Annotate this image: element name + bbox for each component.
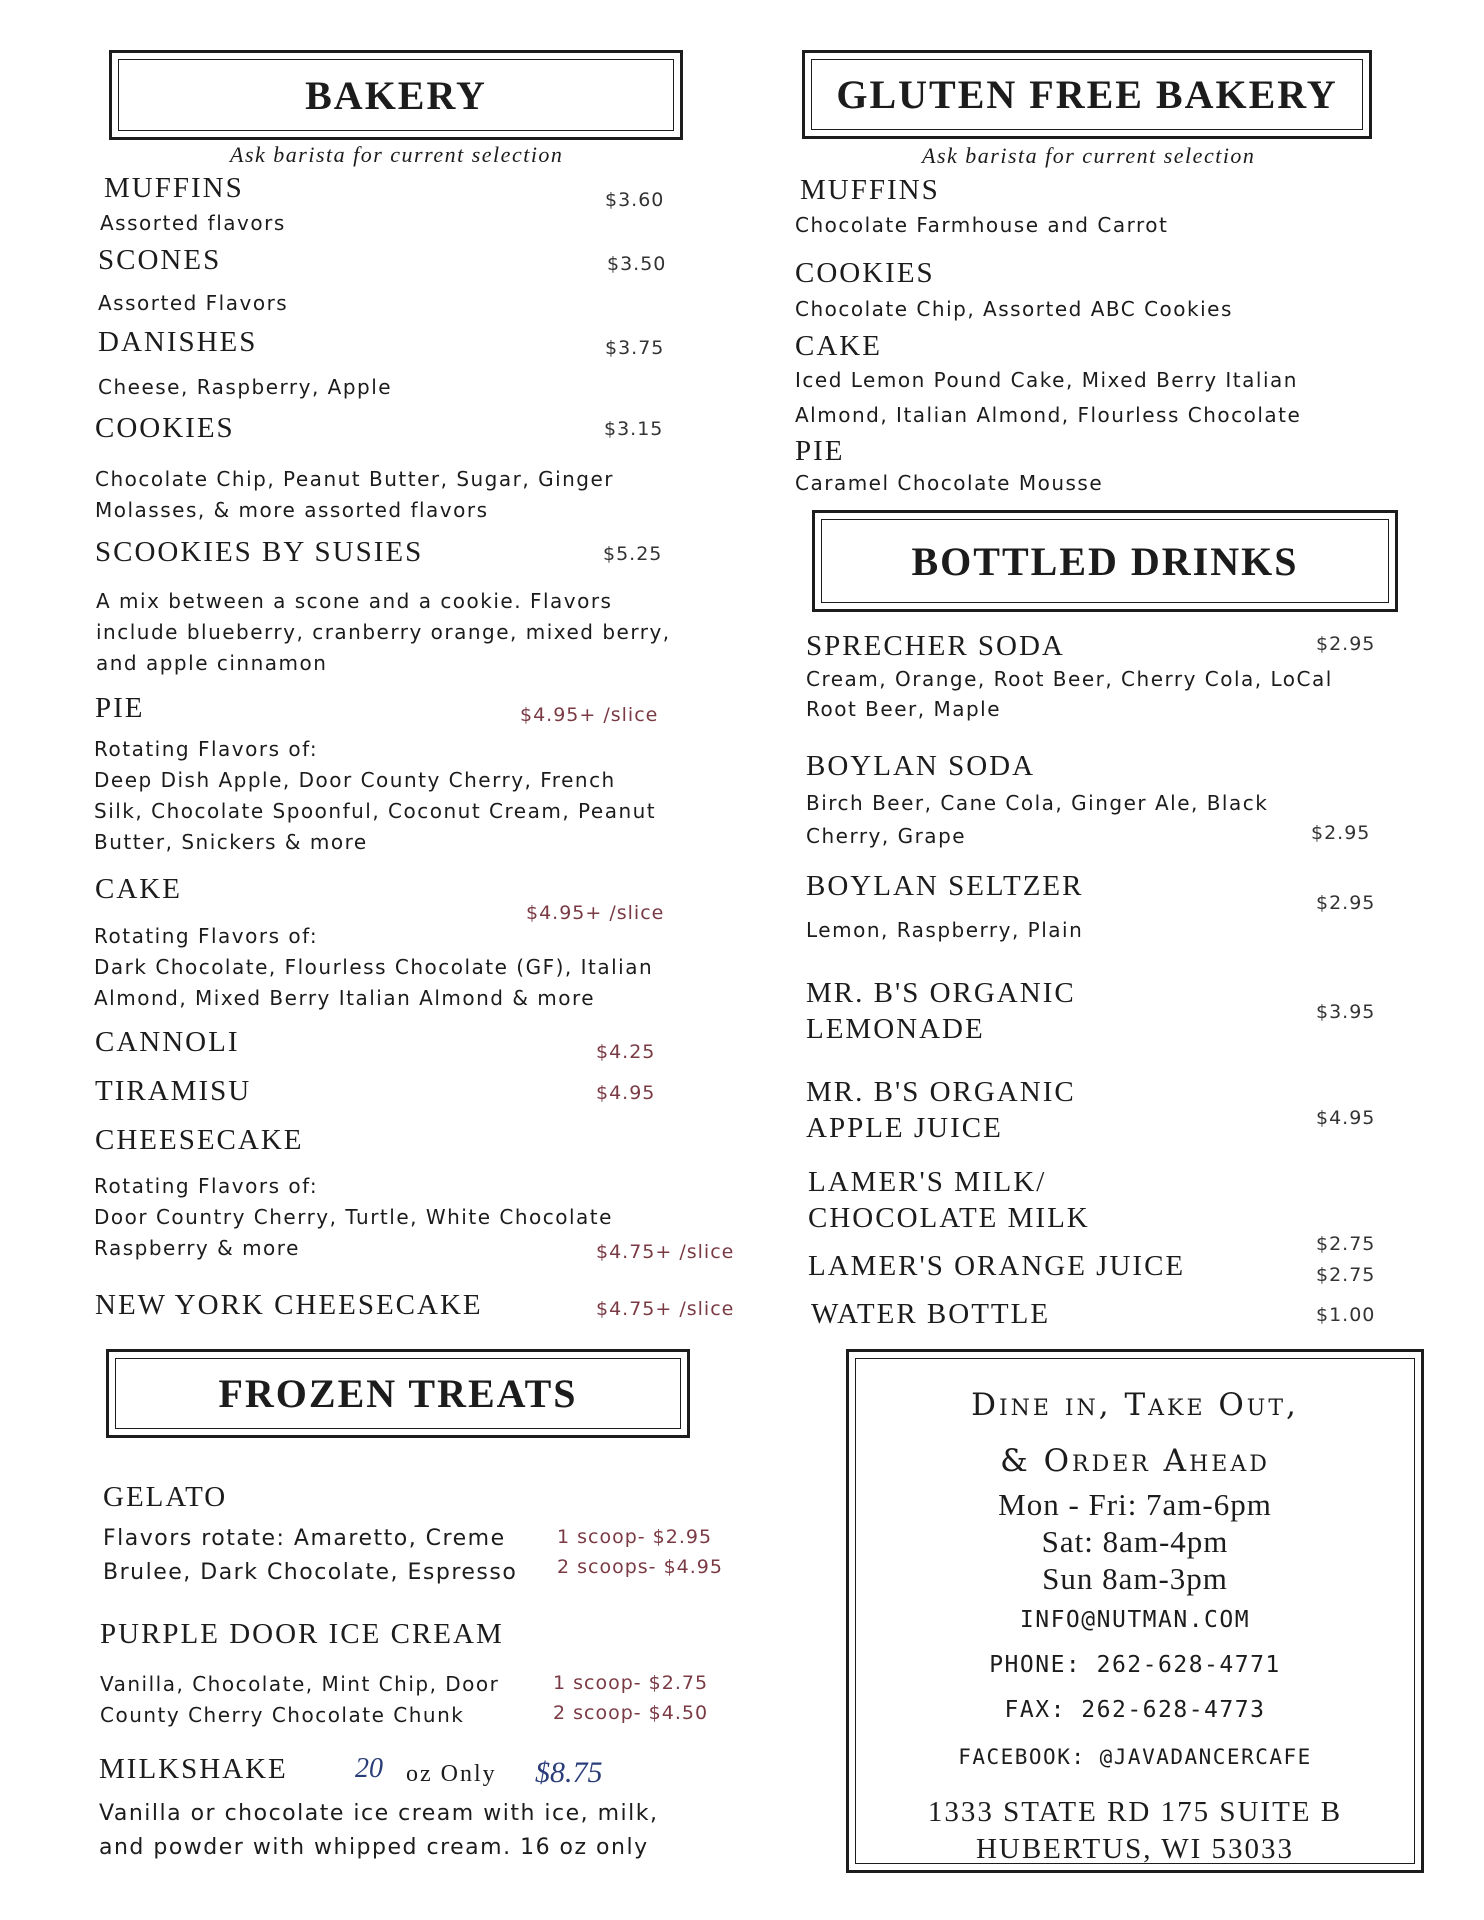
item-desc: Lemon, Raspberry, Plain [806,918,1084,942]
item-price: $2.95 [1316,892,1376,914]
name-line: CHOCOLATE MILK [808,1202,1090,1234]
item-price: $4.95+ /slice [526,902,665,924]
desc-line: A mix between a scone and a cookie. Flavors [96,589,613,613]
desc-line: and powder with whipped cream. 16 oz only [99,1835,649,1860]
desc-line: Door Country Cherry, Turtle, White Chocolate [94,1205,613,1229]
item-price: 2 scoop- $4.50 [553,1702,709,1724]
desc-line: Molasses, & more assorted flavors [95,498,489,522]
item-price: $3.95 [1316,1001,1376,1023]
item-name: CANNOLI [95,1026,240,1058]
item-name: COOKIES [795,257,935,289]
item-desc: Chocolate Chip, Assorted ABC Cookies [795,297,1233,321]
item-price: $4.25 [596,1041,656,1063]
bakery-header-box [109,50,683,140]
item-name: BOYLAN SODA [806,750,1036,782]
size-note: oz Only [406,1761,497,1787]
item-price: $4.75+ /slice [596,1241,735,1263]
handwritten-price: $8.75 [535,1756,603,1789]
item-desc [94,734,656,858]
frozen-header-box [106,1349,690,1438]
item-desc: Assorted Flavors [98,291,289,315]
item-price: 1 scoop- $2.95 [557,1526,713,1548]
item-price: $3.75 [605,337,665,359]
desc-line: Rotating Flavors of: [94,924,319,948]
desc-line: Rotating Flavors of: [94,737,319,761]
hours-saturday: Sat: 8am-4pm [1041,1524,1229,1559]
item-name: SCONES [98,244,222,276]
name-line: MR. B'S ORGANIC [806,1076,1076,1108]
desc-line: Dark Chocolate, Flourless Chocolate (GF), Italian [94,955,654,979]
facebook: FACEBOOK: @JAVADANCERCAFE [958,1745,1312,1769]
item-name [806,1074,1076,1146]
item-name: PIE [795,435,845,467]
item-name [806,975,1076,1047]
item-desc [94,921,653,1014]
desc-line: Vanilla or chocolate ice cream with ice, milk, [99,1801,659,1826]
bakery-title: BAKERY [305,72,487,118]
item-desc [94,1171,613,1264]
item-price: $4.95 [596,1082,656,1104]
item-desc [103,1522,517,1590]
fax: FAX: 262-628-4773 [1004,1697,1266,1723]
desc-line: Almond, Mixed Berry Italian Almond & more [94,986,596,1010]
desc-line: County Cherry Chocolate Chunk [100,1703,465,1727]
item-name: COOKIES [95,412,235,444]
item-desc [806,787,1268,853]
item-name: SPRECHER SODA [806,630,1065,662]
desc-line: Raspberry & more [94,1236,300,1260]
info-box [846,1349,1424,1873]
item-price: $2.75 [1316,1233,1376,1255]
item-name: PIE [95,692,145,724]
item-price: 2 scoops- $4.95 [557,1556,723,1578]
desc-line: Cream, Orange, Root Beer, Cherry Cola, LoCal [806,667,1333,691]
name-line: LEMONADE [806,1013,985,1045]
item-price: $2.95 [1316,633,1376,655]
service-line-2: & Order Ahead [1000,1443,1270,1479]
handwritten-size: 20 [355,1753,383,1784]
desc-line: Rotating Flavors of: [94,1174,319,1198]
desc-line: include blueberry, cranberry orange, mixed berry, [96,620,671,644]
item-desc: Chocolate Farmhouse and Carrot [795,213,1169,237]
desc-line: Vanilla, Chocolate, Mint Chip, Door [100,1672,500,1696]
item-name [808,1164,1090,1236]
desc-line: Butter, Snickers & more [94,830,368,854]
item-name: CHEESECAKE [95,1124,304,1156]
desc-line: Almond, Italian Almond, Flourless Chocolate [795,403,1302,427]
item-desc [99,1797,659,1865]
item-name: LAMER'S ORANGE JUICE [808,1250,1186,1282]
item-price: $4.75+ /slice [596,1298,735,1320]
item-price: $5.25 [603,543,663,565]
item-price: $4.95+ /slice [520,704,659,726]
item-price: $3.60 [605,189,665,211]
item-price: $4.95 [1316,1107,1376,1129]
item-name: BOYLAN SELTZER [806,870,1084,902]
item-price: $1.00 [1316,1304,1376,1326]
gluten-free-title: GLUTEN FREE BAKERY [836,72,1338,117]
frozen-title: FROZEN TREATS [218,1371,578,1416]
phone: PHONE: 262-628-4771 [989,1652,1281,1678]
item-desc: Caramel Chocolate Mousse [795,471,1104,495]
item-price: $2.95 [1311,822,1371,844]
item-name: NEW YORK CHEESECAKE [95,1289,483,1321]
desc-line: Chocolate Chip, Peanut Butter, Sugar, Ginger [95,467,615,491]
address-line-2: HUBERTUS, WI 53033 [975,1833,1295,1865]
bottled-title: BOTTLED DRINKS [911,538,1299,584]
name-line: APPLE JUICE [806,1112,1003,1144]
desc-line: and apple cinnamon [96,651,328,675]
desc-line: Iced Lemon Pound Cake, Mixed Berry Italian [795,368,1298,392]
item-desc: Cheese, Raspberry, Apple [98,375,393,399]
item-desc [100,1669,499,1731]
desc-line: Silk, Chocolate Spoonful, Coconut Cream, Peanut [94,799,657,823]
item-desc: Assorted flavors [100,211,286,235]
desc-line: Cherry, Grape [806,824,967,848]
item-desc [96,586,671,679]
item-name: SCOOKIES BY SUSIES [95,536,424,568]
gluten-free-subtitle: Ask barista for current selection [922,143,1256,168]
name-line: LAMER'S MILK/ [808,1166,1047,1198]
hours-weekday: Mon - Fri: 7am-6pm [998,1487,1272,1522]
item-name: MUFFINS [800,174,940,206]
address-line-1: 1333 STATE RD 175 SUITE B [927,1796,1343,1828]
desc-line: Deep Dish Apple, Door County Cherry, French [94,768,616,792]
email: INFO@NUTMAN.COM [1019,1607,1251,1633]
gluten-free-header-box [802,50,1372,139]
item-name: GELATO [103,1481,228,1513]
item-price: $3.50 [607,253,667,275]
service-line-1: Dine in, Take Out, [971,1387,1299,1423]
item-name: CAKE [795,330,882,362]
desc-line: Flavors rotate: Amaretto, Creme [103,1526,506,1551]
bottled-header-box [812,510,1398,612]
item-name: MUFFINS [104,172,244,204]
item-name: PURPLE DOOR ICE CREAM [100,1618,504,1650]
item-name: MILKSHAKE [99,1753,288,1785]
item-desc [806,664,1333,724]
item-price: $3.15 [604,418,664,440]
bakery-subtitle: Ask barista for current selection [230,142,564,167]
desc-line: Root Beer, Maple [806,697,1002,721]
item-name: WATER BOTTLE [811,1298,1051,1330]
item-name: TIRAMISU [95,1075,252,1107]
item-price: 1 scoop- $2.75 [553,1672,709,1694]
item-name: DANISHES [98,326,258,358]
item-desc [95,464,614,526]
name-line: MR. B'S ORGANIC [806,977,1076,1009]
desc-line: Brulee, Dark Chocolate, Espresso [103,1560,518,1585]
desc-line: Birch Beer, Cane Cola, Ginger Ale, Black [806,791,1269,815]
item-name: CAKE [95,873,182,905]
item-desc [795,363,1301,433]
item-price: $2.75 [1316,1264,1376,1286]
hours-sunday: Sun 8am-3pm [1042,1561,1228,1596]
